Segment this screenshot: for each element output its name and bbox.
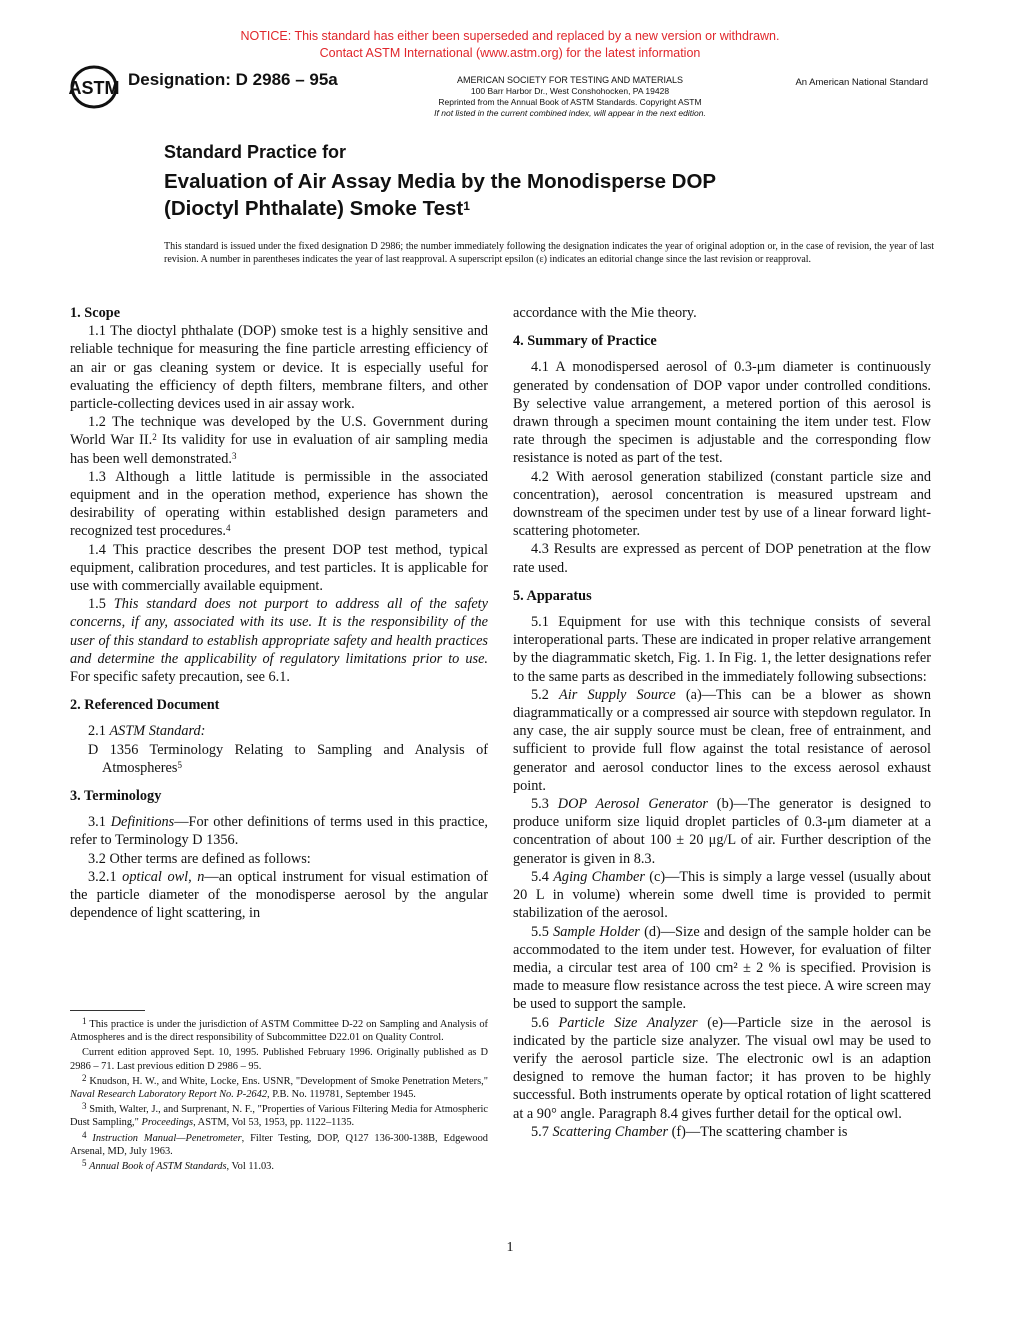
society-block xyxy=(380,75,760,119)
para-4-3: 4.3 Results are expressed as percent of DOP penetration at the flow rate used. xyxy=(513,541,931,576)
title-main xyxy=(164,168,864,222)
astm-logo xyxy=(68,64,120,110)
designation: Designation: D 2986 – 95a xyxy=(128,70,338,89)
title-line-3: (Dioctyl Phthalate) Smoke Test xyxy=(164,197,464,220)
para-1-1: 1.1 The dioctyl phthalate (DOP) smoke test is a highly sensitive and reliable technique for measuring the fine particle arresting efficiency of an air or gas cleaning system or device. It is especially useful for evaluating the efficiency of depth filters, membrane filters, and other particle-collecting devices used in air assay work. xyxy=(70,323,488,413)
para-5-1: 5.1 Equipment for use with this technique consists of several interoperational parts. These are indicated in proper relative arrangement by the diagrammatic sketch, Fig. 1. In Fig. 1, the letter designations refer to the same parts as described in the immediately following subsections: xyxy=(513,614,931,685)
para-5-2: 5.2 Air Supply Source (a)—This can be a blower as shown diagrammatically or a compressed air source with stepdown regulator. In any case, the air supply source must be clean, free of entrainment, and sufficient to provide full flow against the total resistance of aerosol generator and aerosol conductor lines to the excess aerosol exhaust point. xyxy=(513,686,931,794)
notice-line-1: NOTICE: This standard has either been superseded and replaced by a new version or withdrawn. xyxy=(240,29,780,43)
para-2-1: 2.1 ASTM Standard: xyxy=(88,723,206,740)
footnote-1: $^1$ This practice is under the jurisdiction of ASTM Committee D-22 on Sampling and Analysis of Atmospheres and is the direct responsibility of Subcommittee D22.01 on Quality Control. xyxy=(70,1016,488,1044)
para-5-4: 5.4 Aging Chamber (c)—This is simply a large vessel (usually about 20 L in volume) wherein some dwell time is provided to permit stabilization of the aerosol. xyxy=(513,868,931,922)
para-3-2-1-continued: accordance with the Mie theory. xyxy=(513,305,697,321)
footnote-2: $^2$ Knudson, H. W., and White, Locke, Ens. USNR, "Development of Smoke Penetration Meters," Naval Research Laboratory Report No. P-2642, P.B. No. 119781, September 1945. xyxy=(70,1072,488,1101)
left-column xyxy=(70,304,488,923)
title-line-2: Evaluation of Air Assay Media by the Monodisperse DOP xyxy=(164,170,717,193)
para-5-3: 5.3 DOP Aerosol Generator (b)—The generator is designed to produce uniform size liquid droplet particles of 0.3-μm diameter at a concentration of about 100 ± 20 μg/L of air. Further description of the generator is given in 8.3. xyxy=(513,796,931,867)
para-1-2: 1.2 The technique was developed by the U.S. Government during World War II.$^2$ Its validity for use in evaluation of air sampling media has been well demonstrated.$^3$ xyxy=(70,414,488,467)
para-1-5: 1.5 This standard does not purport to address all of the safety concerns, if any, associated with its use. It is the responsibility of the user of this standard to establish appropriate safety and health practices and determine the applicability of regulatory limitations prior to use. For specific safety precaution, see 6.1. xyxy=(70,596,488,686)
footnote-rule xyxy=(70,1010,145,1011)
para-1-3: 1.3 Although a little latitude is permissible in the associated equipment and in the operation method, experience has shown the desirability of operating within established design parameters and recognized test procedures.$^4$ xyxy=(70,468,488,540)
section-2-heading: 2. Referenced Document xyxy=(70,697,220,714)
title-footnote-mark: 1 xyxy=(463,199,470,213)
notice-line-2: Contact ASTM International (www.astm.org) for the latest information xyxy=(319,46,701,60)
para-5-5: 5.5 Sample Holder (d)—Size and design of the sample holder can be accommodated to the item under test. However, for evaluation of filter media, a circular test area of 100 cm² ± 2 % is specified. Provision is made to measure flow resistance across the test piece. A wire screen may be used to support the sample. xyxy=(513,923,931,1013)
para-3-1: 3.1 Definitions—For other definitions of terms used in this practice, refer to Terminology D 1356. xyxy=(70,814,488,849)
page-number: 1 xyxy=(506,1240,514,1255)
para-4-2: 4.2 With aerosol generation stabilized (constant particle size and concentration), aerosol concentration is measured upstream and downstream of the specimen under test by use of a linear forward light-scattering photometer. xyxy=(513,468,931,540)
title-line-1: Standard Practice for xyxy=(164,142,347,162)
society-line-1: AMERICAN SOCIETY FOR TESTING AND MATERIALS xyxy=(456,75,684,85)
para-3-2: 3.2 Other terms are defined as follows: xyxy=(88,850,311,867)
section-5-heading: 5. Apparatus xyxy=(513,587,592,604)
footnote-4: $^4$ Instruction Manual—Penetrometer, Filter Testing, DOP, Q127 136-300-138B, Edgewood Arsenal, MD, July 1963. xyxy=(70,1129,488,1157)
logo-text: ASTM xyxy=(68,78,120,98)
para-4-1: 4.1 A monodispersed aerosol of 0.3-μm diameter is continuously generated by condensation of DOP vapor under controlled conditions. By selective value arrangement, a metered portion of this aerosol is drawn through a specimen mount containing the item under test. Flow rate through the specimen is adjustable and the corresponding flow resistance is noted as part of the test. xyxy=(513,359,931,467)
section-4-heading: 4. Summary of Practice xyxy=(513,333,657,350)
footnote-3: $^3$ Smith, Walter, J., and Surprenant, N. F., "Properties of Various Filtering Media for Atmospheric Dust Sampling," Proceedings, ASTM, Vol 53, 1953, pp. 1122–1135. xyxy=(70,1101,488,1129)
para-5-6: 5.6 Particle Size Analyzer (e)—Particle size in the aerosol is indicated by the particle size analyzer. The visual owl may be used to verify the aerosol particle size. The electronic owl is an adaption designed to remove the human factor; it has proven to be highly successful. Both instruments operate by optical rotation of light scattered at a 90° angle. Paragraph 8.4 gives further detail for the optical owl. xyxy=(513,1014,931,1122)
footnote-5: $^5$ Annual Book of ASTM Standards, Vol 11.03. xyxy=(82,1158,274,1173)
society-line-2: 100 Barr Harbor Dr., West Conshohocken, PA 19428 xyxy=(470,86,670,96)
footnotes xyxy=(70,1018,488,1175)
society-line-4: If not listed in the current combined index, will appear in the next edition. xyxy=(434,108,706,118)
american-national-standard: An American National Standard xyxy=(795,77,928,88)
referenced-document-d1356: D 1356 Terminology Relating to Sampling and Analysis of Atmospheres$^5$ xyxy=(88,741,488,776)
right-column xyxy=(513,304,931,1141)
para-5-7: 5.7 Scattering Chamber (f)—The scattering chamber is xyxy=(531,1123,848,1140)
title-line-3-wrap xyxy=(164,195,864,222)
footnote-1b: Current edition approved Sept. 10, 1995. Published February 1996. Originally published as D 2986 – 71. Last previous edition D 2986 – 95. xyxy=(70,1047,488,1072)
section-1-heading: 1. Scope xyxy=(70,305,121,321)
issued-note: This standard is issued under the fixed designation D 2986; the number immediately following the designation indicates the year of original adoption or, in the case of revision, the year of last revision. A number in parentheses indicates the year of last reapproval. A superscript epsilon (ε) indicates an editorial change since the last revision or reapproval. xyxy=(164,241,934,265)
para-3-2-1: 3.2.1 optical owl, n—an optical instrument for visual estimation of the particle diameter of the monodisperse aerosol by the angular dependence of light scattering, in xyxy=(70,868,488,922)
section-3-heading: 3. Terminology xyxy=(70,788,162,805)
para-1-4: 1.4 This practice describes the present DOP test method, typical equipment, calibration procedures, and test particles. It is applicable for use with commercially available equipment. xyxy=(70,541,488,595)
society-line-3: Reprinted from the Annual Book of ASTM Standards. Copyright ASTM xyxy=(438,97,702,107)
